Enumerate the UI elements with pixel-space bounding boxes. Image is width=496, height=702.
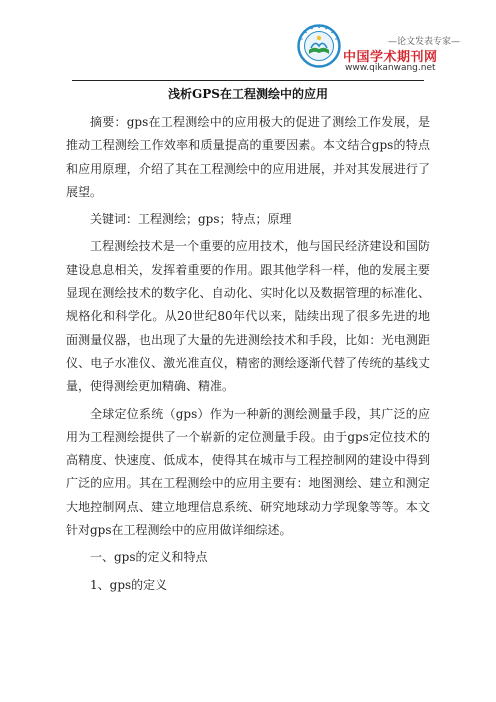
- body-paragraph-2: 全球定位系统（gps）作为一种新的测绘测量手段，其广泛的应用为工程测绘提供了一个崭新的定位测量手段。由于gps定位技术的高精度、快速度、低成本，使得其在城市与工程控制网的建设中得到广泛的应用。其在工程测绘中的应用主要有：地图测绘、建立和测定大地控制网点、建立地理信息系统、研究地球动力学现象等等。本文针对gps在工程测绘中的应用做详细综述。: [66, 406, 430, 538]
- header-divider: [72, 80, 424, 81]
- document-title: 浅析GPS在工程测绘中的应用: [168, 87, 328, 101]
- section-heading: 一、gps的定义和特点: [90, 550, 208, 565]
- site-tagline: —论文发表专家—: [387, 37, 460, 47]
- keywords-line: 关键词：工程测绘；gps；特点；原理: [90, 212, 292, 227]
- site-name: 中国学术期刊网: [343, 50, 438, 65]
- page-header: [0, 0, 496, 82]
- journal-logo: [297, 24, 341, 68]
- document-body: [66, 82, 430, 597]
- abstract-paragraph: 摘要：gps在工程测绘中的应用极大的促进了测绘工作发展，是推动工程测绘工作效率和质量提高的重要因素。本文结合gps的特点和应用原理，介绍了其在工程测绘中的应用进展，并对其发展进行了展望。: [66, 115, 430, 199]
- site-url[interactable]: www.qikanwang.net: [345, 63, 436, 73]
- body-paragraph-1: 工程测绘技术是一个重要的应用技术，他与国民经济建设和国防建设息息相关，发挥着重要的作用。跟其他学科一样，他的发展主要显现在测绘技术的数字化、自动化、实时化以及数据管理的标准化、规格化和科学化。从20世纪80年代以来，陆续出现了很多先进的地面测量仪器，也出现了大量的先进测绘技术和手段，比如：光电测距仪、电子水准仪、激光准直仪，精密的测绘逐渐代替了传统的基线丈量，使得测绘更加精确、精准。: [66, 239, 430, 394]
- subsection-heading: 1、gps的定义: [90, 577, 168, 592]
